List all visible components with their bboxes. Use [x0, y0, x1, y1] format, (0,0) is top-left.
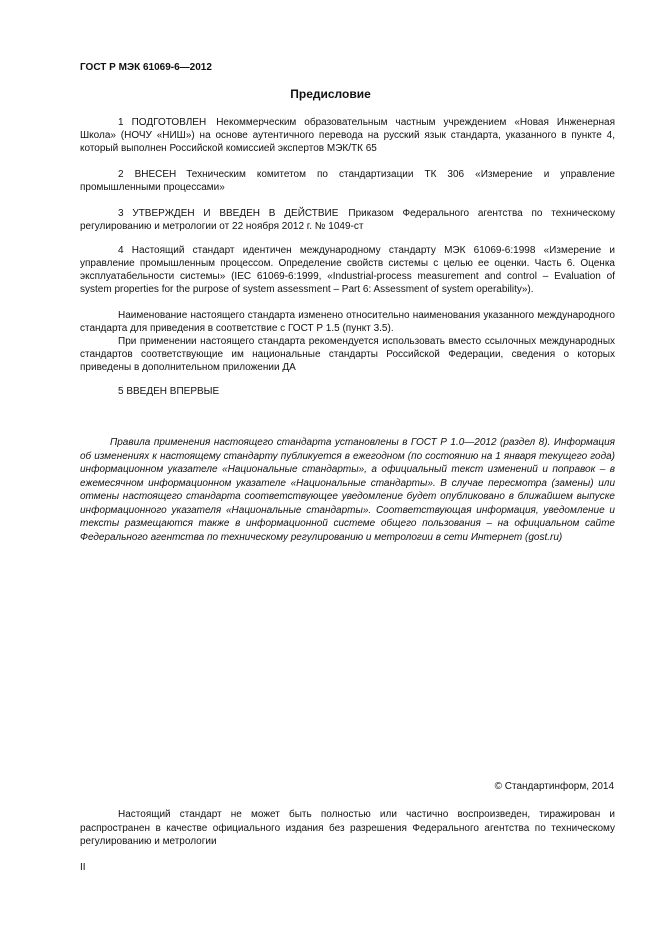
- document-code: ГОСТ Р МЭК 61069-6—2012: [80, 62, 212, 73]
- item-label: 2 ВНЕСЕН: [118, 169, 177, 180]
- item-text: При применении настоящего стандарта рекомендуется использовать вместо ссылочных международных стандартов соответствующие им национальные стандарты Российской Федерации, сведения о которых приведены в дополнительном приложении ДА: [80, 336, 615, 373]
- item-text: Наименование настоящего стандарта изменено относительно наименования указанного международного стандарта для приведения в соответствие с ГОСТ Р 1.5 (пункт 3.5).: [80, 310, 615, 334]
- item-prepared: [80, 116, 615, 155]
- item-references: [80, 335, 615, 374]
- item-identical: [80, 244, 615, 296]
- item-introduced: [80, 385, 615, 398]
- page-number: II: [80, 862, 86, 873]
- item-submitted: [80, 168, 615, 194]
- item-text: Техническим комитетом по стандартизации ТК 306 «Измерение и управление промышленными процессами»: [80, 169, 615, 193]
- item-text: Некоммерческим образовательным частным учреждением «Новая Инженерная Школа» (НОЧУ «НИШ») на основе аутентичного перевода на русский язык стандарта, указанного в пункте 4, который выполнен Российской комиссией экспертов МЭК/ТК 65: [80, 117, 615, 154]
- application-notice: Правила применения настоящего стандарта установлены в ГОСТ Р 1.0—2012 (раздел 8). Информация об изменениях к настоящему стандарту публикуется в ежегодном (по состоянию на 1 января текущего года) информационном указателе «Национальные стандарты», а официальный текст изменений и поправок – в ежемесячном информационном указателе «Национальные стандарты». В случае пересмотра (замены) или отмены настоящего стандарта соответствующее уведомление будет опубликовано в ближайшем выпуске информационного указателя «Национальные стандарты». Соответствующая информация, уведомление и тексты размещаются также в информационной системе общего пользования – на официальном сайте Федерального агентства по техническому регулированию и метрологии в сети Интернет (gost.ru): [80, 437, 615, 543]
- page-title: Предисловие: [290, 87, 371, 101]
- item-name-changed: [80, 309, 615, 335]
- rights-notice: Настоящий стандарт не может быть полностью или частично воспроизведен, тиражирован и распространен в качестве официального издания без разрешения Федерального агентства по техническому регулированию и метрологии: [80, 809, 615, 847]
- item-label: 1 ПОДГОТОВЛЕН: [118, 117, 207, 128]
- item-label: 3 УТВЕРЖДЕН И ВВЕДЕН В ДЕЙСТВИЕ: [118, 208, 339, 219]
- item-approved: [80, 207, 615, 233]
- item-label: 5 ВВЕДЕН ВПЕРВЫЕ: [118, 386, 220, 397]
- item-text: Приказом Федерального агентства по техническому регулированию и метрологии от 22 ноября 2012 г. № 1049-ст: [80, 208, 615, 232]
- item-text: 4 Настоящий стандарт идентичен международному стандарту МЭК 61069-6:1998 «Измерение и управление промышленным процессом. Определение свойств системы с целью ее оценки. Часть 6. Оценка эксплуатабельности системы» (IEC 61069-6:1999, «Industrial-process measurement and control – Evaluation of system properties for the purpose of system assessment – Part 6: Assessment of system operability»).: [80, 245, 615, 295]
- copyright: © Стандартинформ, 2014: [494, 781, 614, 792]
